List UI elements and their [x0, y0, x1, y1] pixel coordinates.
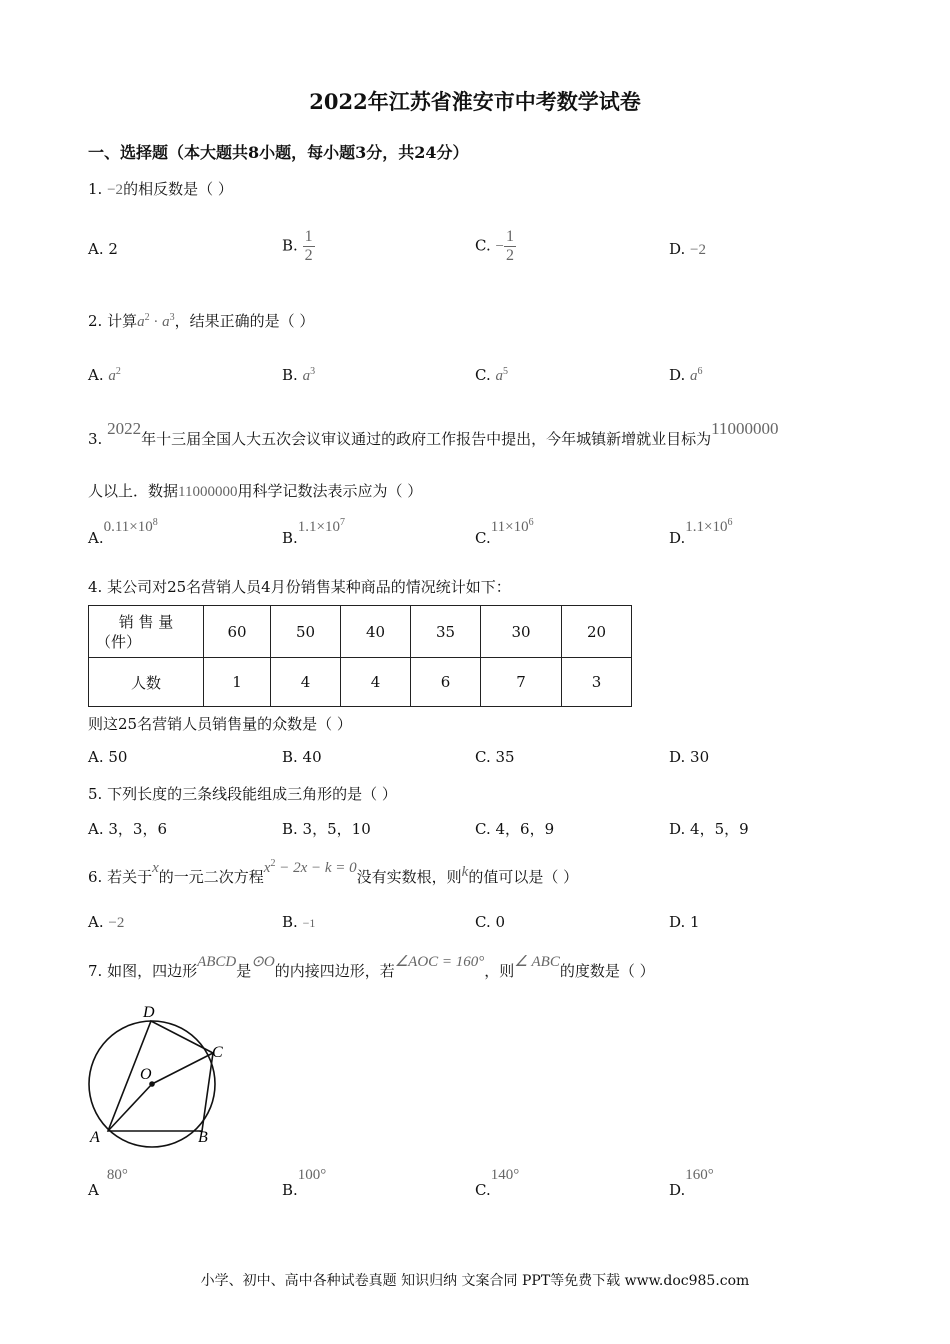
table-row: [89, 658, 632, 707]
question-1: 1. −2的相反数是（ ）: [88, 180, 233, 198]
q1-fraction-b: $\frac{1}{2}$: [304, 228, 313, 264]
q6-option-d: D. 1: [669, 913, 700, 931]
label-a: A: [90, 1129, 100, 1146]
q3-option-d: $D.1.1\times 10^6$: [669, 517, 733, 547]
table-cell: 4: [271, 658, 341, 707]
table-cell: 3: [562, 658, 632, 707]
table-row: [89, 606, 632, 658]
table-cell: 35: [411, 606, 481, 658]
q1-option-d: D. −2: [669, 240, 706, 258]
q3-option-c: $C.11\times 10^6$: [475, 517, 534, 547]
table-header-cell: 人数: [89, 658, 204, 707]
table-header-cell: 销 售 量 （件）: [89, 606, 204, 658]
q6-option-a: A. −2: [88, 913, 125, 931]
q7-option-b: B.100°: [282, 1167, 327, 1199]
q4-option-a: A. 50: [88, 748, 128, 766]
label-o: O: [140, 1066, 152, 1083]
table-cell: 40: [341, 606, 411, 658]
q5-option-c: C. 4，6，9: [475, 820, 555, 838]
q2-option-c: C. $a^5$: [475, 366, 508, 384]
label-c: C: [212, 1044, 223, 1061]
question-3-line2: 人以上．数据11000000用科学记数法表示应为（ ）: [88, 482, 423, 500]
question-7: 7. 如图，四边形ABCD是⊙O的内接四边形，若∠AOC = 160°，则∠ ABC的度数是（ ）: [88, 954, 655, 980]
sales-table: [88, 605, 632, 707]
q2-option-a: A. $a^2$: [88, 366, 121, 384]
table-cell: 20: [562, 606, 632, 658]
q1-option-b: B. $\frac{1}{2}$: [282, 228, 313, 264]
question-3: 3. 2022年十三届全国人大五次会议审议通过的政府工作报告中提出，今年城镇新增就业目标为11000000: [88, 419, 779, 448]
q7-option-c: C.140°: [475, 1167, 520, 1199]
table-cell: 50: [271, 606, 341, 658]
section-heading: 一、选择题（本大题共8小题，每小题3分，共24分）: [88, 143, 469, 162]
question-4-stem-end: 则这25名营销人员销售量的众数是（ ）: [88, 715, 352, 733]
circle-figure: [80, 998, 240, 1148]
q6-option-b: B. −1: [282, 913, 316, 931]
question-5: 5. 下列长度的三条线段能组成三角形的是（ ）: [88, 785, 397, 803]
segment-oa: [108, 1084, 152, 1131]
page-title: 2022年江苏省淮安市中考数学试卷: [309, 89, 641, 114]
q4-option-c: C. 35: [475, 748, 515, 766]
page-footer: 小学、初中、高中各种试卷真题 知识归纳 文案合同 PPT等免费下载 www.doc985.com: [200, 1273, 750, 1289]
q4-option-d: D. 30: [669, 748, 710, 766]
question-6: 6. 若关于x的一元二次方程$x^2 - 2x - k = 0$没有实数根，则k的值可以是（ ）: [88, 858, 579, 886]
question-2: 2. 计算$a^2 \cdot a^3$，结果正确的是（ ）: [88, 312, 315, 330]
q5-option-a: A. 3，3，6: [88, 820, 167, 838]
q7-option-d: D.160°: [669, 1167, 714, 1199]
q5-option-d: D. 4，5，9: [669, 820, 749, 838]
table-cell: 4: [341, 658, 411, 707]
q1-option-c: C. − $\frac{1}{2}$: [475, 228, 514, 264]
q2-option-b: B. $a^3$: [282, 366, 316, 384]
label-d: D: [143, 1004, 155, 1021]
question-4: 4. 某公司对25名营销人员4月份销售某种商品的情况统计如下：: [88, 578, 511, 596]
q7-option-a: A80°: [88, 1167, 128, 1199]
q5-option-b: B. 3，5，10: [282, 820, 371, 838]
label-b: B: [198, 1129, 208, 1146]
table-cell: 30: [481, 606, 562, 658]
q1-fraction-c: $\frac{1}{2}$: [505, 228, 514, 264]
q1-math: −2: [107, 182, 124, 198]
q3-option-a: $A.0.11\times 10^8$: [88, 517, 158, 547]
q2-option-d: D. $a^6$: [669, 366, 703, 384]
segment-oc: [152, 1053, 213, 1084]
table-cell: 7: [481, 658, 562, 707]
q1-option-a: A. 2: [88, 240, 118, 258]
q3-option-b: $B.1.1\times 10^7$: [282, 517, 346, 547]
table-cell: 60: [204, 606, 271, 658]
table-cell: 1: [204, 658, 271, 707]
q6-option-c: C. 0: [475, 913, 506, 931]
q4-option-b: B. 40: [282, 748, 322, 766]
table-cell: 6: [411, 658, 481, 707]
